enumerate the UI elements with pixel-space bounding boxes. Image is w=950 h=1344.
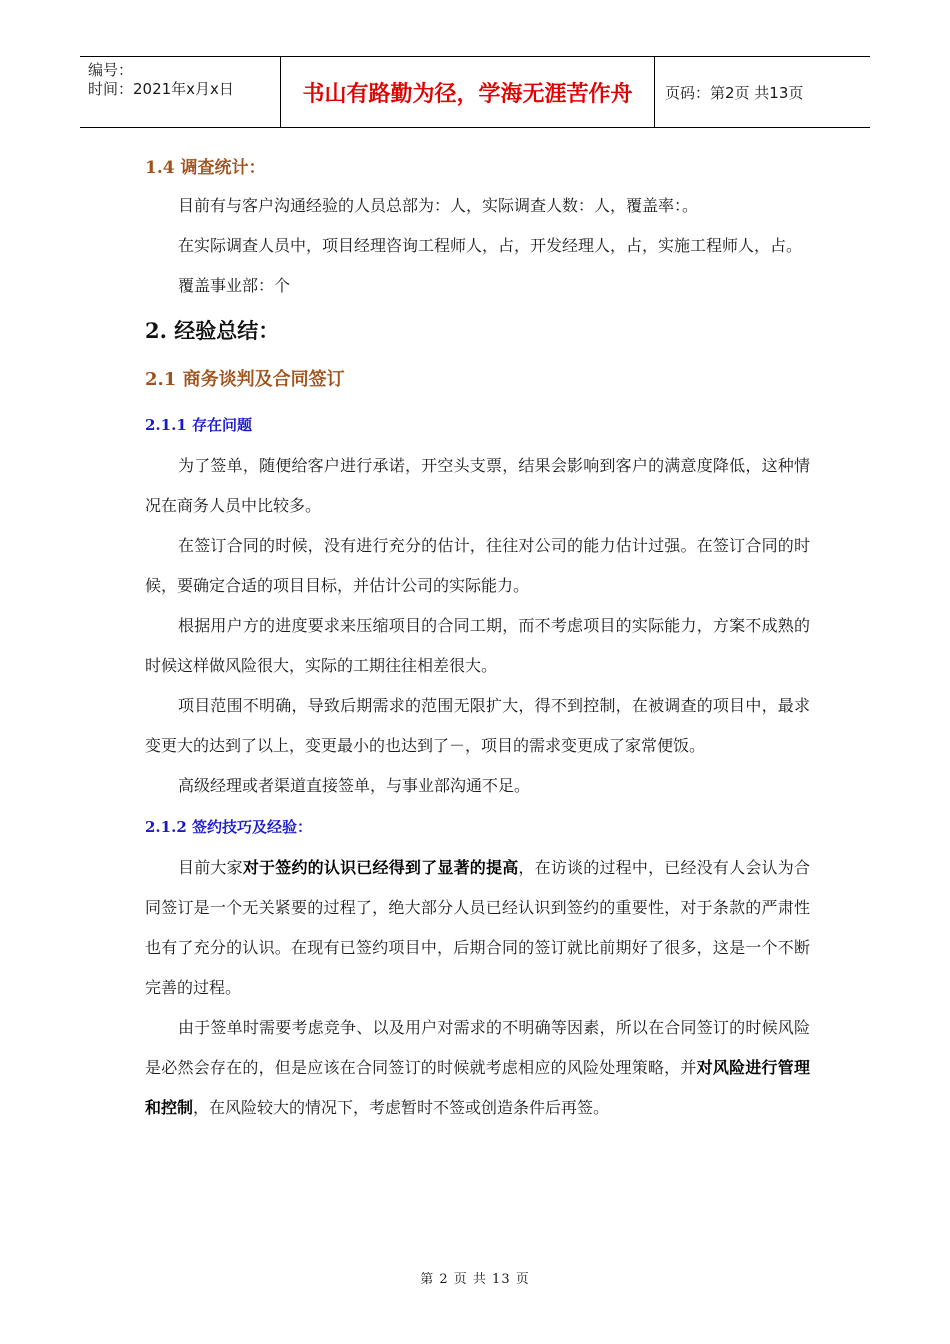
- page-footer: 第 2 页 共 13 页: [420, 1272, 530, 1287]
- paragraph: [145, 848, 810, 1008]
- document-body: [145, 150, 810, 1128]
- text-run: 由于签单时需要考虑竞争、以及用户对需求的不明确等因素，所以在合同签订的时候风险是必然会存在的，但是应该在合同签订的时候就考虑相应的风险处理策略，并: [145, 1018, 810, 1077]
- section-2-1-heading: 2.1 商务谈判及合同签订: [145, 369, 345, 390]
- header-number-label: 编号：: [88, 61, 134, 79]
- paragraph: 目前有与客户沟通经验的人员总部为：人，实际调查人数：人，覆盖率：。: [178, 196, 699, 215]
- paragraph: [145, 1008, 810, 1128]
- paragraph: 在实际调查人员中，项目经理咨询工程师人，占，开发经理人，占，实施工程师人，占。: [178, 236, 803, 255]
- section-1-4-heading: 1.4 调查统计：: [145, 158, 266, 178]
- paragraph: 在签订合同的时候，没有进行充分的估计，往往对公司的能力估计过强。在签订合同的时候，要确定合适的项目目标，并估计公司的实际能力。: [145, 536, 810, 595]
- section-2-1-2-heading: 2.1.2 签约技巧及经验：: [145, 818, 312, 836]
- paragraph: 高级经理或者渠道直接签单，与事业部沟通不足。: [178, 776, 531, 795]
- paragraph: 根据用户方的进度要求来压缩项目的合同工期，而不考虑项目的实际能力，方案不成熟的时候这样做风险很大，实际的工期往往相差很大。: [145, 616, 810, 675]
- header-date-label: 时间：2021年x月x日: [88, 80, 234, 98]
- header-motto: 书山有路勤为径，学海无涯苦作舟: [281, 57, 655, 127]
- bold-text-run: 对于签约的认识已经得到了显著的提高: [242, 858, 519, 877]
- text-run: 目前大家: [178, 858, 243, 877]
- paragraph: 覆盖事业部：个: [178, 276, 291, 295]
- paragraph: 项目范围不明确，导致后期需求的范围无限扩大，得不到控制，在被调查的项目中，最求变更大的达到了以上，变更最小的也达到了－，项目的需求变更成了家常便饭。: [145, 696, 810, 755]
- header-meta: [80, 57, 281, 127]
- text-run: ，在访谈的过程中，已经没有人会认为合同签订是一个无关紧要的过程了，绝大部分人员已经认识到签约的重要性，对于条款的严肃性也有了充分的认识。在现有已签约项目中，后期合同的签订就比前期好了很多，这是一个不断完善的过程。: [145, 858, 810, 997]
- section-2-heading: 2. 经验总结：: [145, 318, 280, 343]
- bold-text-run: 对风险进行管理和控制: [145, 1058, 810, 1117]
- header-page-label: 页码：第2页 共13页: [665, 83, 804, 102]
- page-header: [80, 56, 870, 128]
- text-run: ，在风险较大的情况下，考虑暂时不签或创造条件后再签。: [193, 1098, 610, 1117]
- section-2-1-1-heading: 2.1.1 存在问题: [145, 416, 252, 434]
- paragraph: 为了签单，随便给客户进行承诺，开空头支票，结果会影响到客户的满意度降低，这种情况在商务人员中比较多。: [145, 456, 810, 515]
